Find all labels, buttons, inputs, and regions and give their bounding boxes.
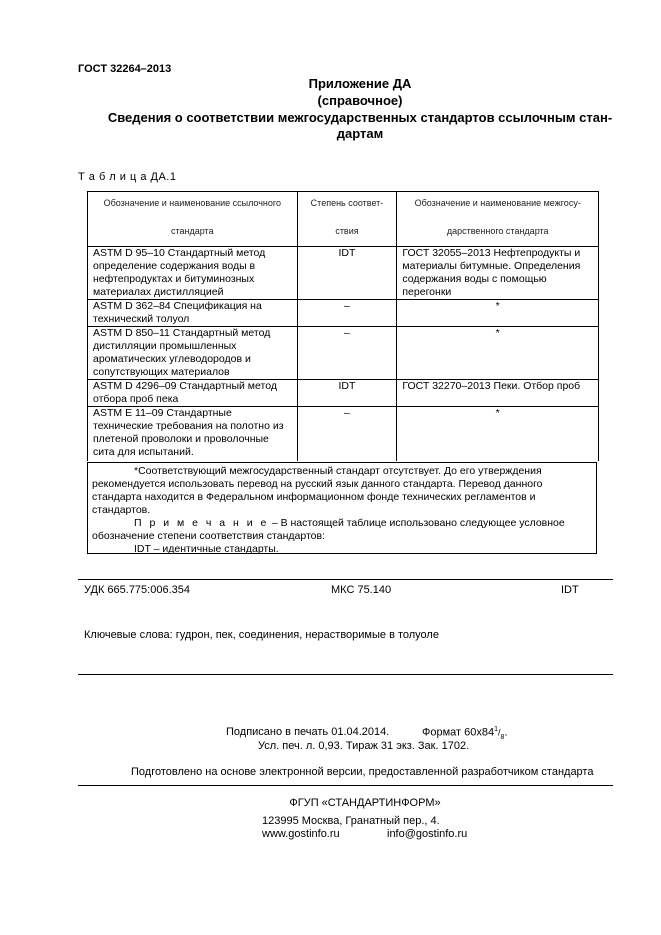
publisher-name: ФГУП «СТАНДАРТИНФОРМ»	[289, 797, 441, 809]
ref-cell: ASTM E 11–09 Стандартные технические требования на полотно из плетеной проволоки и проволочные сита для испытаний.	[88, 407, 298, 462]
idt-code: IDT	[561, 584, 579, 596]
table-row	[88, 407, 599, 462]
signed-date: Подписано в печать 01.04.2014.	[226, 726, 390, 738]
table-row	[88, 300, 599, 327]
table-note	[92, 517, 594, 543]
email-link[interactable]: info@gostinfo.ru	[387, 828, 468, 840]
ref-cell: ASTM D 4296–09 Стандартный метод отбора проб пека	[88, 380, 298, 407]
gost-cell: ГОСТ 32055–2013 Нефтепродукты и материалы битумные. Определения содержания воды с помощью перегонки	[397, 247, 599, 300]
note-text: – В настоящей таблице использовано следующее условное обозначение степени соответствия стандартов:	[92, 517, 565, 542]
udk-code: УДК 665.775:006.354	[84, 584, 190, 596]
idt-definition: IDT – идентичные стандарты.	[134, 543, 279, 555]
website-link[interactable]: www.gostinfo.ru	[262, 828, 340, 840]
divider-line	[78, 674, 613, 675]
ref-cell: ASTM D 95–10 Стандартный метод определение содержания воды в нефтепродуктах и битуминозных материалах дистилляцией	[88, 247, 298, 300]
document-code: ГОСТ 32264–2013	[78, 63, 172, 75]
divider-line	[78, 579, 613, 580]
gost-cell: *	[397, 327, 599, 380]
table-row	[88, 380, 599, 407]
ref-cell: ASTM D 850–11 Стандартный метод дистилляции промышленных ароматических углеводородов и сопутствующих материалов	[88, 327, 298, 380]
divider-line	[78, 785, 613, 786]
header-gost-standard: Обозначение и наименование межгосу- дарственного стандарта	[397, 192, 599, 247]
print-info: Усл. печ. л. 0,93. Тираж 31 экз. Зак. 1702.	[258, 740, 470, 752]
correspondence-table	[87, 191, 599, 461]
publisher-address: 123995 Москва, Гранатный пер., 4.	[262, 815, 440, 827]
footnote-box	[87, 462, 597, 554]
degree-cell: –	[297, 407, 397, 462]
paper-format: Формат $60x84^1/_8$.	[422, 726, 508, 741]
mks-code: МКС 75.140	[331, 584, 392, 596]
degree-cell: IDT	[297, 247, 397, 300]
appendix-heading-line1: Сведения о соответствии межгосударственных стандартов ссылочным стан-	[107, 110, 613, 125]
appendix-title: Приложение ДА	[308, 76, 412, 91]
degree-cell: IDT	[297, 380, 397, 407]
table-label: Т а б л и ц а ДА.1	[78, 171, 177, 183]
gost-cell: *	[397, 300, 599, 327]
footnote-text: *Соответствующий межгосударственный стандарт отсутствует. До его утверждения рекомендуется использовать перевод на русский язык данного стандарта. Перевод данного стандарта находится в Федеральном информационном фонде технических регламентов и стандартов.	[92, 465, 543, 516]
degree-cell: –	[297, 300, 397, 327]
header-ref-standard: Обозначение и наименование ссылочного стандарта	[88, 192, 298, 247]
header-degree: Степень соответ- ствия	[297, 192, 397, 247]
prepared-note: Подготовлено на основе электронной версии, предоставленной разработчиком стандарта	[131, 766, 594, 778]
degree-cell: –	[297, 327, 397, 380]
appendix-heading-line2: дартам	[336, 126, 384, 141]
keywords: Ключевые слова: гудрон, пек, соединения, нерастворимые в толуоле	[84, 629, 439, 641]
table-row	[88, 247, 599, 300]
ref-cell: ASTM D 362–84 Спецификация на технический толуол	[88, 300, 298, 327]
note-label: П р и м е ч а н и е	[134, 517, 269, 529]
table-row	[88, 327, 599, 380]
gost-cell: ГОСТ 32270–2013 Пеки. Отбор проб	[397, 380, 599, 407]
gost-cell: *	[397, 407, 599, 462]
appendix-subtitle: (справочное)	[317, 93, 403, 108]
